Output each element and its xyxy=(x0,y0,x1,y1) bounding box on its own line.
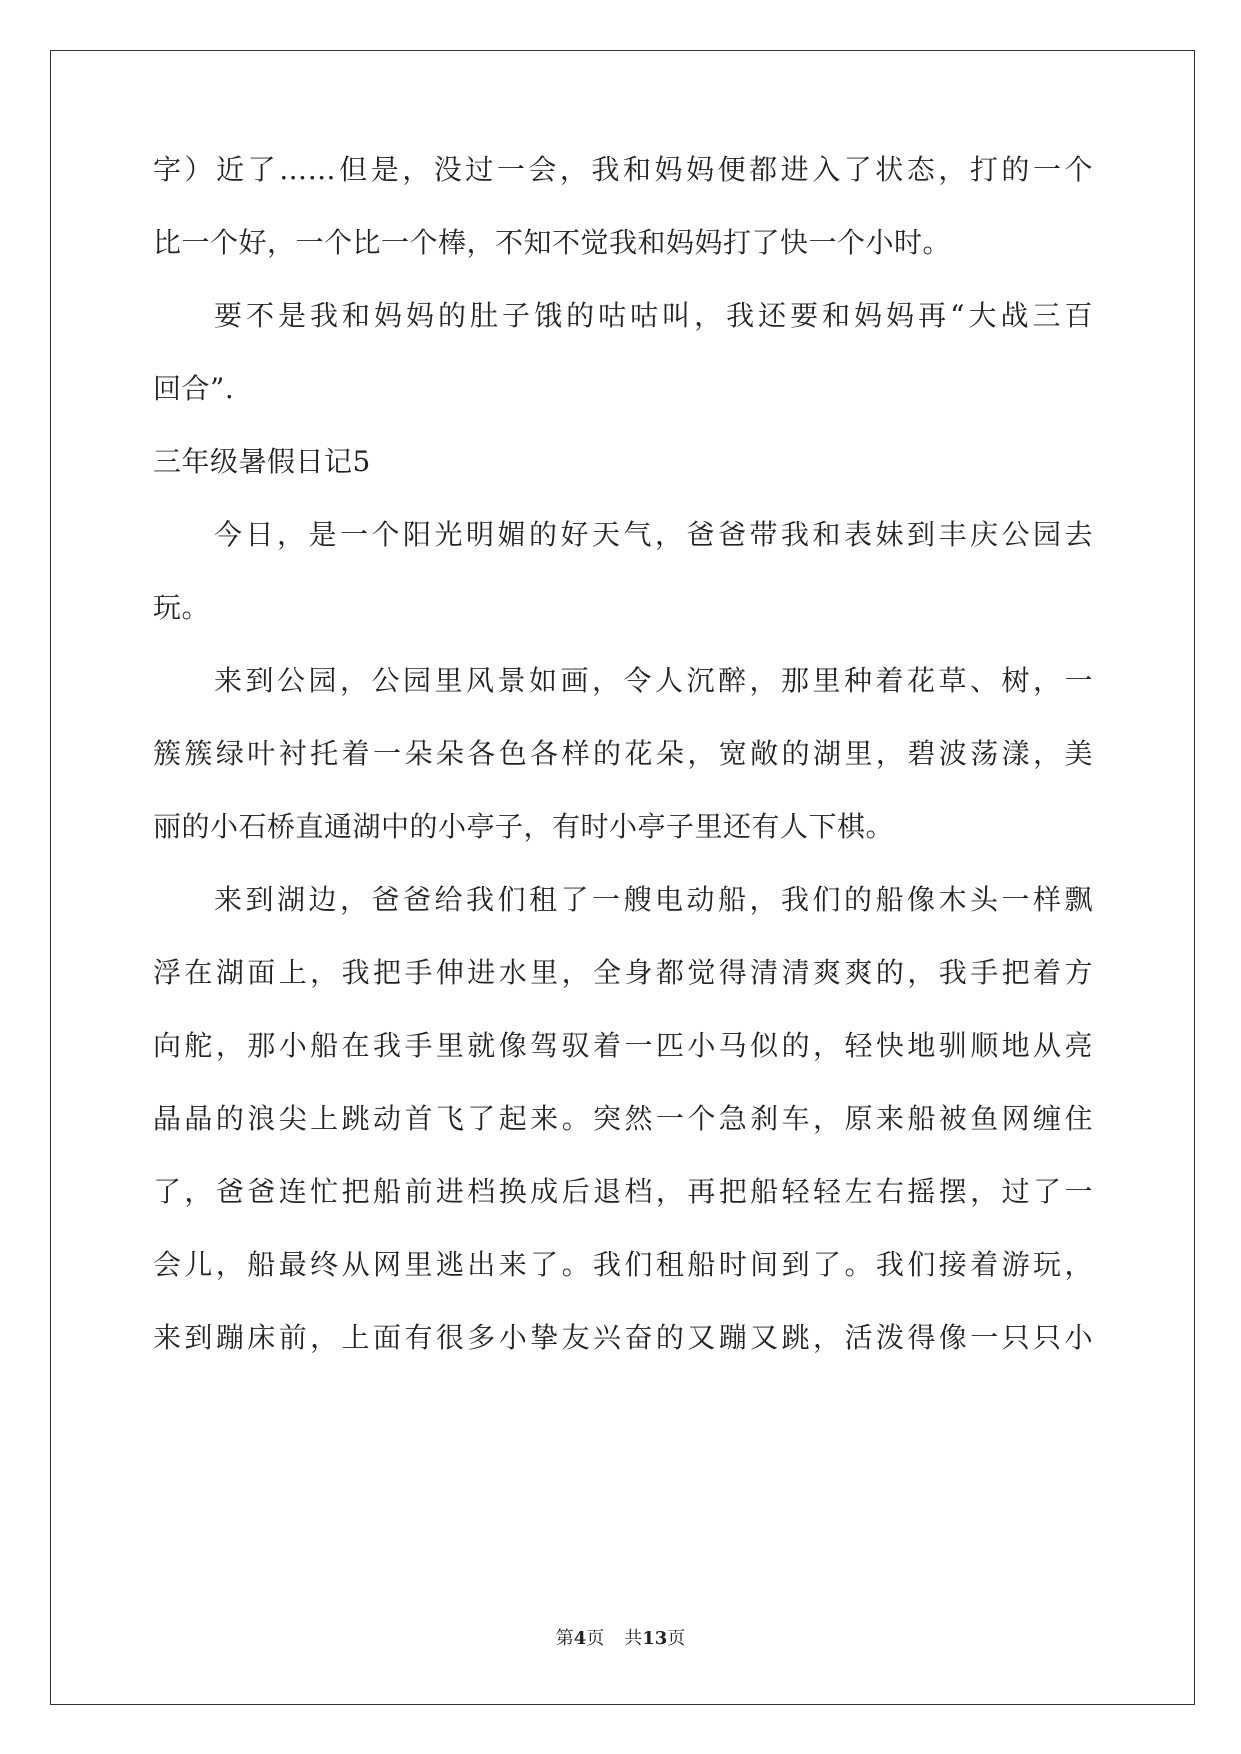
text-line: 晶晶的浪尖上跳动首飞了起来。突然一个急刹车，原来船被鱼网缠住 xyxy=(153,1102,1093,1135)
page-number-prefix: 第 xyxy=(555,1628,574,1649)
page-footer xyxy=(0,1627,1241,1651)
text-line: 向舵，那小船在我手里就像驾驭着一匹小马似的，轻快地驯顺地从亮 xyxy=(153,1029,1093,1062)
total-pages-prefix: 共 xyxy=(624,1628,643,1649)
text-line: 字）近了……但是，没过一会，我和妈妈便都进入了状态，打的一个 xyxy=(153,153,1093,186)
text-line: 来到蹦床前，上面有很多小挚友兴奋的又蹦又跳，活泼得像一只只小 xyxy=(153,1321,1093,1354)
text-line: 丽的小石桥直通湖中的小亭子，有时小亭子里还有人下棋。 xyxy=(153,810,895,843)
text-line: 簇簇绿叶衬托着一朵朵各色各样的花朵，宽敞的湖里，碧波荡漾，美 xyxy=(153,737,1093,770)
text-line: 要不是我和妈妈的肚子饿的咕咕叫，我还要和妈妈再“大战三百 xyxy=(214,299,1093,332)
section-heading: 三年级暑假日记5 xyxy=(153,445,371,478)
text-line: 浮在湖面上，我把手伸进水里，全身都觉得清清爽爽的，我手把着方 xyxy=(153,956,1093,989)
page-number-suffix: 页 xyxy=(586,1628,605,1649)
text-line: 会儿，船最终从网里逃出来了。我们租船时间到了。我们接着游玩， xyxy=(153,1248,1093,1281)
text-line: 了，爸爸连忙把船前进档换成后退档，再把船轻轻左右摇摆，过了一 xyxy=(153,1175,1093,1208)
text-line: 比一个好，一个比一个棒，不知不觉我和妈妈打了快一个小时。 xyxy=(153,226,952,259)
text-line: 来到湖边，爸爸给我们租了一艘电动船，我们的船像木头一样飘 xyxy=(214,883,1093,916)
text-line: 今日，是一个阳光明媚的好天气，爸爸带我和表妹到丰庆公园去 xyxy=(214,518,1093,551)
current-page-number: 4 xyxy=(573,1628,587,1649)
total-page-count: 13 xyxy=(642,1628,668,1649)
text-line: 玩。 xyxy=(153,591,211,624)
text-line: 来到公园，公园里风景如画，令人沉醉，那里种着花草、树，一 xyxy=(214,664,1093,697)
text-line: 回合”. xyxy=(153,372,235,405)
total-pages-suffix: 页 xyxy=(667,1628,686,1649)
